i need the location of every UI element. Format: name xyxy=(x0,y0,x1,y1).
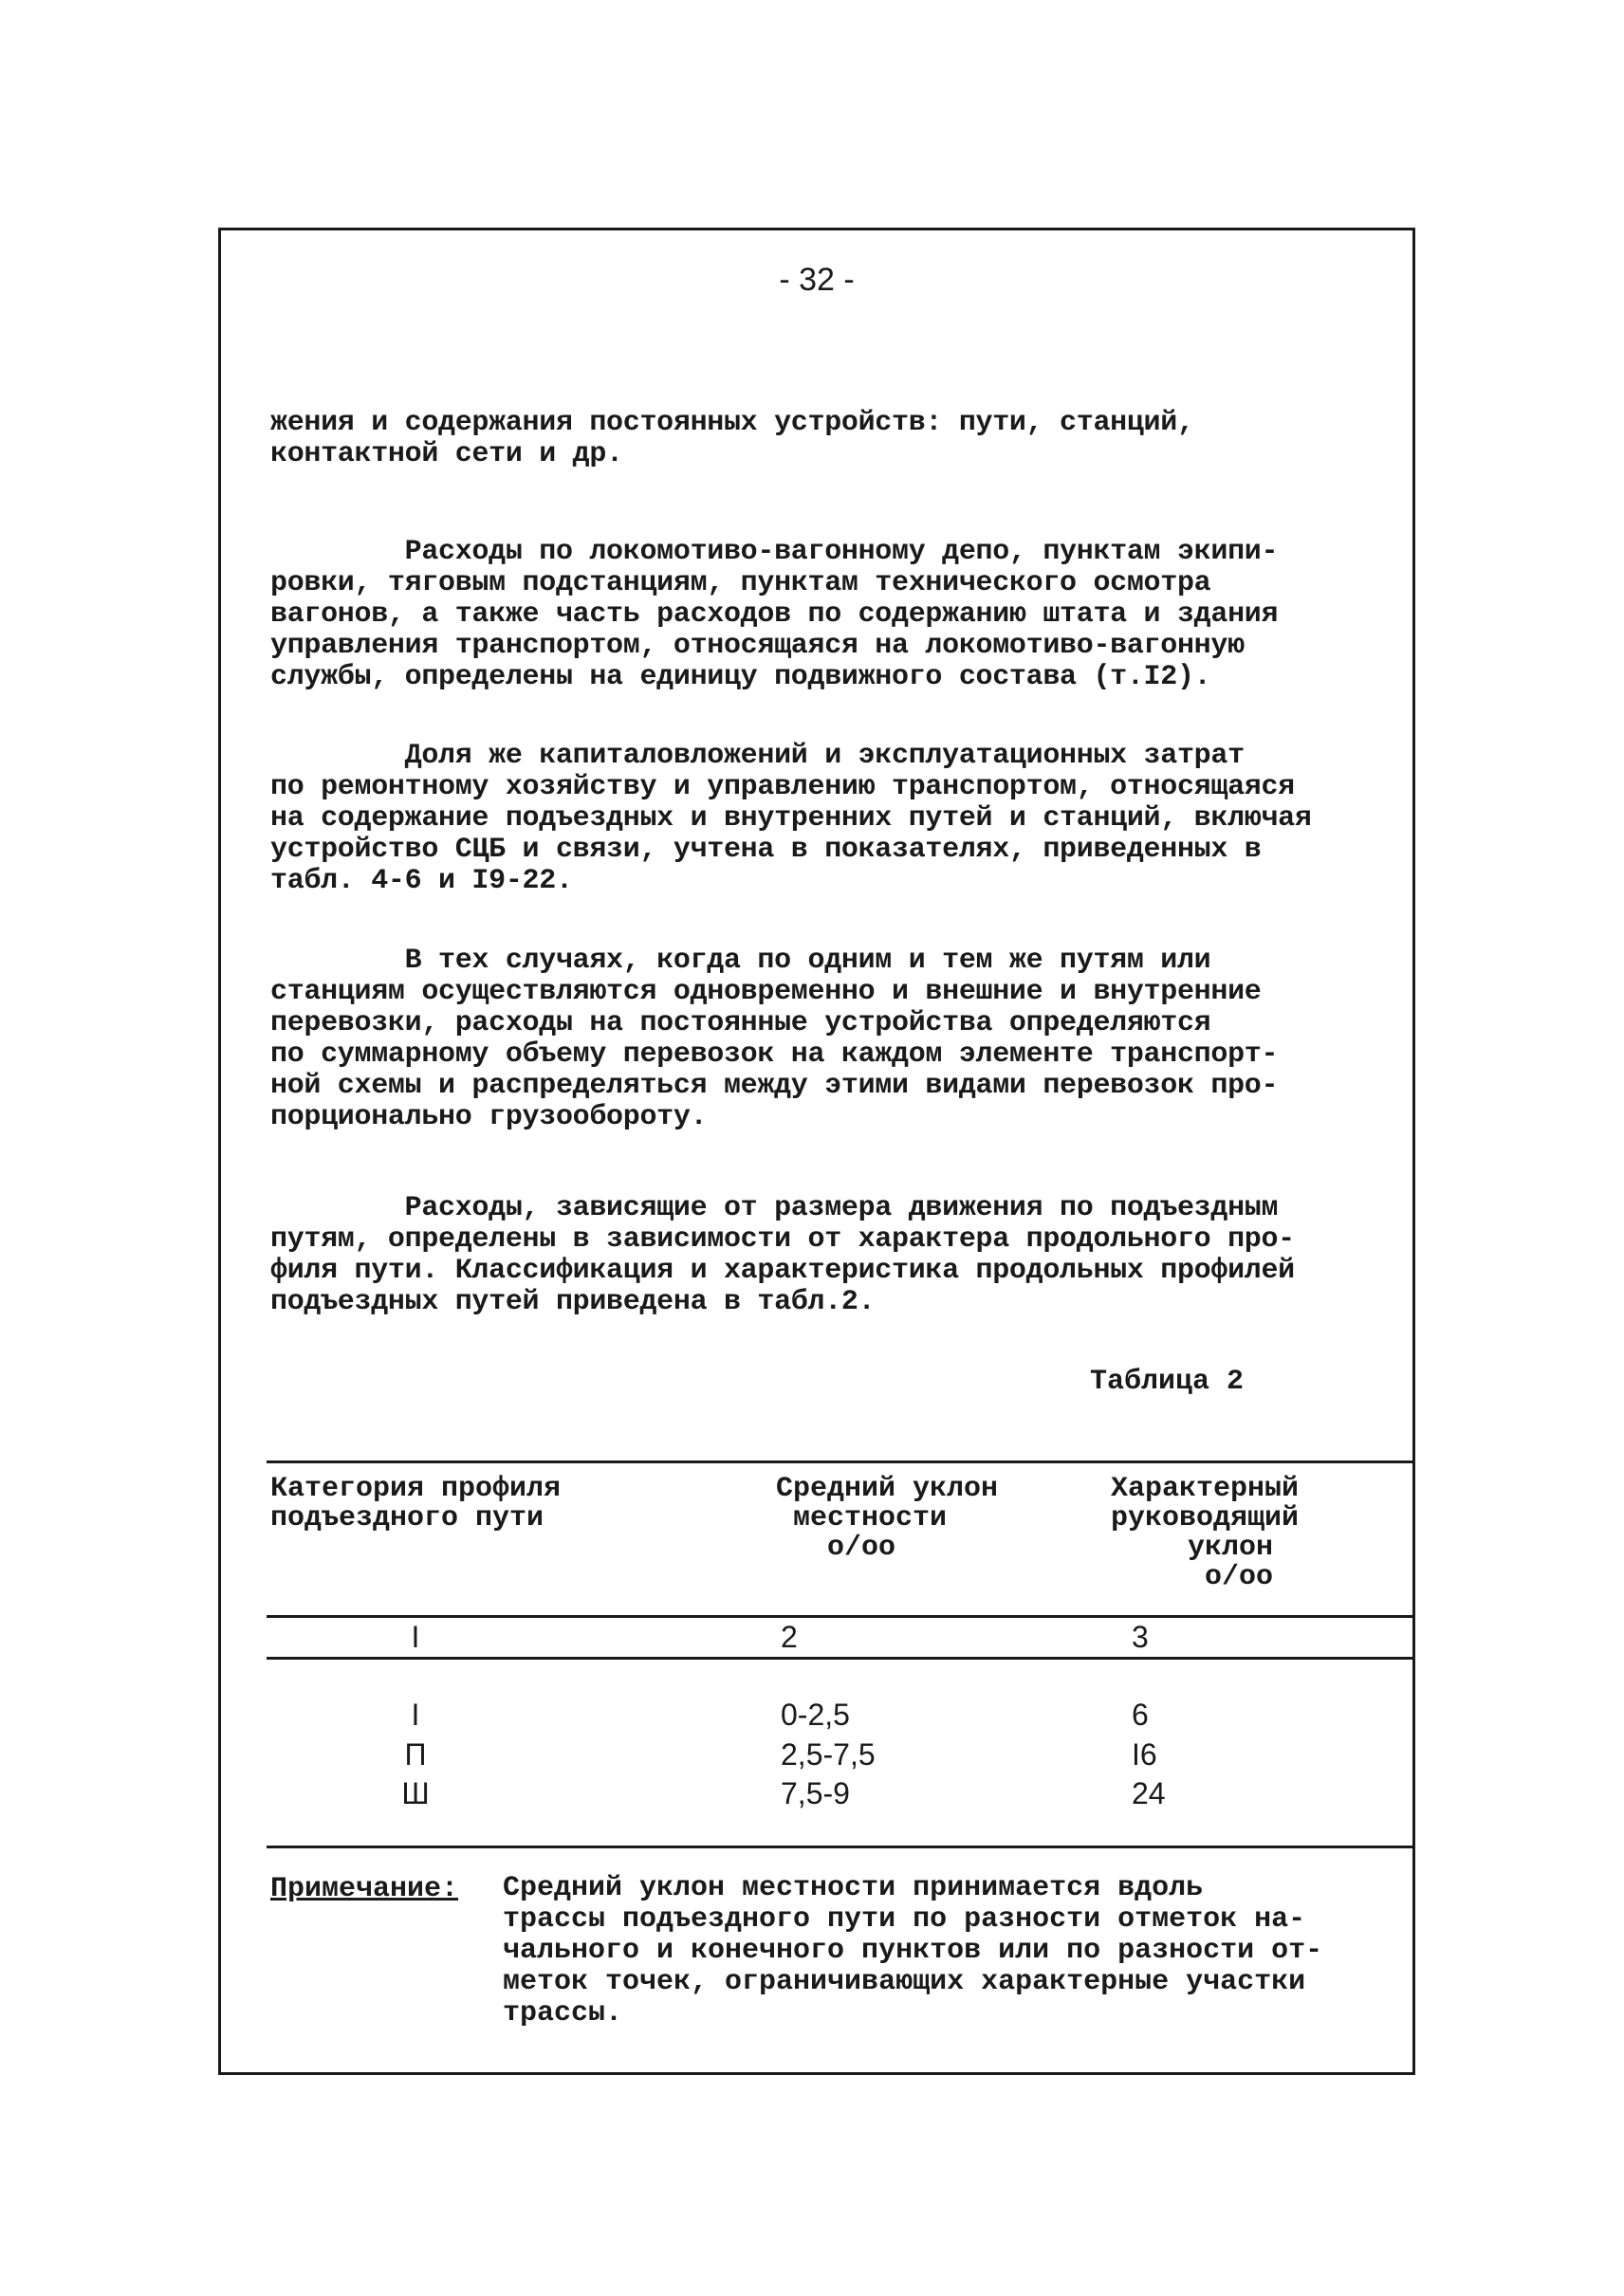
paragraph-line: станциям осуществляются одновременно и внешние и внутренние xyxy=(270,976,1262,1008)
paragraph-4 xyxy=(270,946,1278,1133)
table-cell-category: I xyxy=(411,1698,420,1732)
table-cell-category: П xyxy=(404,1737,427,1772)
column-numbers-rule xyxy=(267,1657,1412,1660)
paragraph-line: контактной сети и др. xyxy=(270,438,623,470)
header-bottom-rule xyxy=(267,1615,1412,1618)
paragraph-5 xyxy=(270,1193,1295,1318)
header-average-slope: Средний уклон местности о/оо xyxy=(776,1473,999,1564)
paragraph-line: порционально грузообороту. xyxy=(270,1101,708,1133)
table-caption: Таблица 2 xyxy=(1090,1366,1245,1398)
paragraph-line: Доля же капиталовложений и эксплуатационных затрат xyxy=(270,740,1245,772)
paragraph-2 xyxy=(270,537,1278,693)
paragraph-line: по суммарному объему перевозок на каждом элементе транспорт- xyxy=(270,1038,1279,1071)
paragraph-line: ровки, тяговым подстанциям, пунктам технического осмотра xyxy=(270,567,1211,599)
paragraph-line: по ремонтному хозяйству и управлению транспортом, относящаяся xyxy=(270,771,1295,803)
paragraph-line: В тех случаях, когда по одним и тем же путям или xyxy=(270,945,1211,977)
paragraph-line: устройство СЦБ и связи, учтена в показателях, приведенных в xyxy=(270,834,1262,866)
header-ruling-grade: Характерный руководящий уклон о/оо xyxy=(1111,1473,1300,1593)
paragraph-line: жения и содержания постоянных устройств: пути, станций, xyxy=(270,407,1194,439)
table-cell-avg-slope: 0-2,5 xyxy=(781,1698,850,1732)
paragraph-line: Расходы по локомотиво-вагонному депо, пунктам экипи- xyxy=(270,536,1279,568)
table-cell-category: Ш xyxy=(401,1776,430,1810)
paragraph-line: табл. 4-6 и I9-22. xyxy=(270,865,573,897)
note-text: Средний уклон местности принимается вдоль трассы подъездного пути по разности отметок на- чального и конечного пунктов или по разности от- меток точек, ограничивающих характерные участки трассы. xyxy=(503,1872,1323,2030)
page-number: - 32 - xyxy=(779,262,855,298)
table-cell-avg-slope: 2,5-7,5 xyxy=(781,1737,876,1772)
paragraph-line: филя пути. Классификация и характеристика продольных профилей xyxy=(270,1255,1295,1287)
paragraph-1 xyxy=(270,408,1194,470)
column-number: 3 xyxy=(1132,1620,1149,1654)
table-cell-ruling-grade: 6 xyxy=(1132,1698,1149,1732)
paragraph-line: перевозки, расходы на постоянные устройства определяются xyxy=(270,1007,1211,1039)
paragraph-line: управления транспортом, относящаяся на локомотиво-вагонную xyxy=(270,630,1245,662)
column-number: I xyxy=(411,1620,420,1654)
paragraph-line: путям, определены в зависимости от характера продольного про- xyxy=(270,1223,1295,1256)
page-frame xyxy=(218,228,1415,2075)
paragraph-3 xyxy=(270,741,1312,897)
table-cell-ruling-grade: 24 xyxy=(1132,1776,1166,1810)
table-cell-avg-slope: 7,5-9 xyxy=(781,1776,850,1810)
paragraph-line: вагонов, а также часть расходов по содержанию штата и здания xyxy=(270,598,1279,631)
column-number: 2 xyxy=(781,1620,798,1654)
paragraph-line: подъездных путей приведена в табл.2. xyxy=(270,1286,876,1318)
paragraph-line: на содержание подъездных и внутренних путей и станций, включая xyxy=(270,802,1312,835)
note-label: Примечание: xyxy=(270,1873,459,1905)
paragraph-line: Расходы, зависящие от размера движения по подъездным xyxy=(270,1192,1279,1224)
paragraph-line: ной схемы и распределяться между этими видами перевозок про- xyxy=(270,1070,1279,1102)
table-cell-ruling-grade: I6 xyxy=(1132,1737,1157,1772)
header-category: Категория профиля подъездного пути xyxy=(270,1473,562,1534)
table-bottom-rule xyxy=(267,1846,1412,1848)
paragraph-line: службы, определены на единицу подвижного состава (т.I2). xyxy=(270,661,1211,693)
table-top-rule xyxy=(267,1460,1412,1463)
